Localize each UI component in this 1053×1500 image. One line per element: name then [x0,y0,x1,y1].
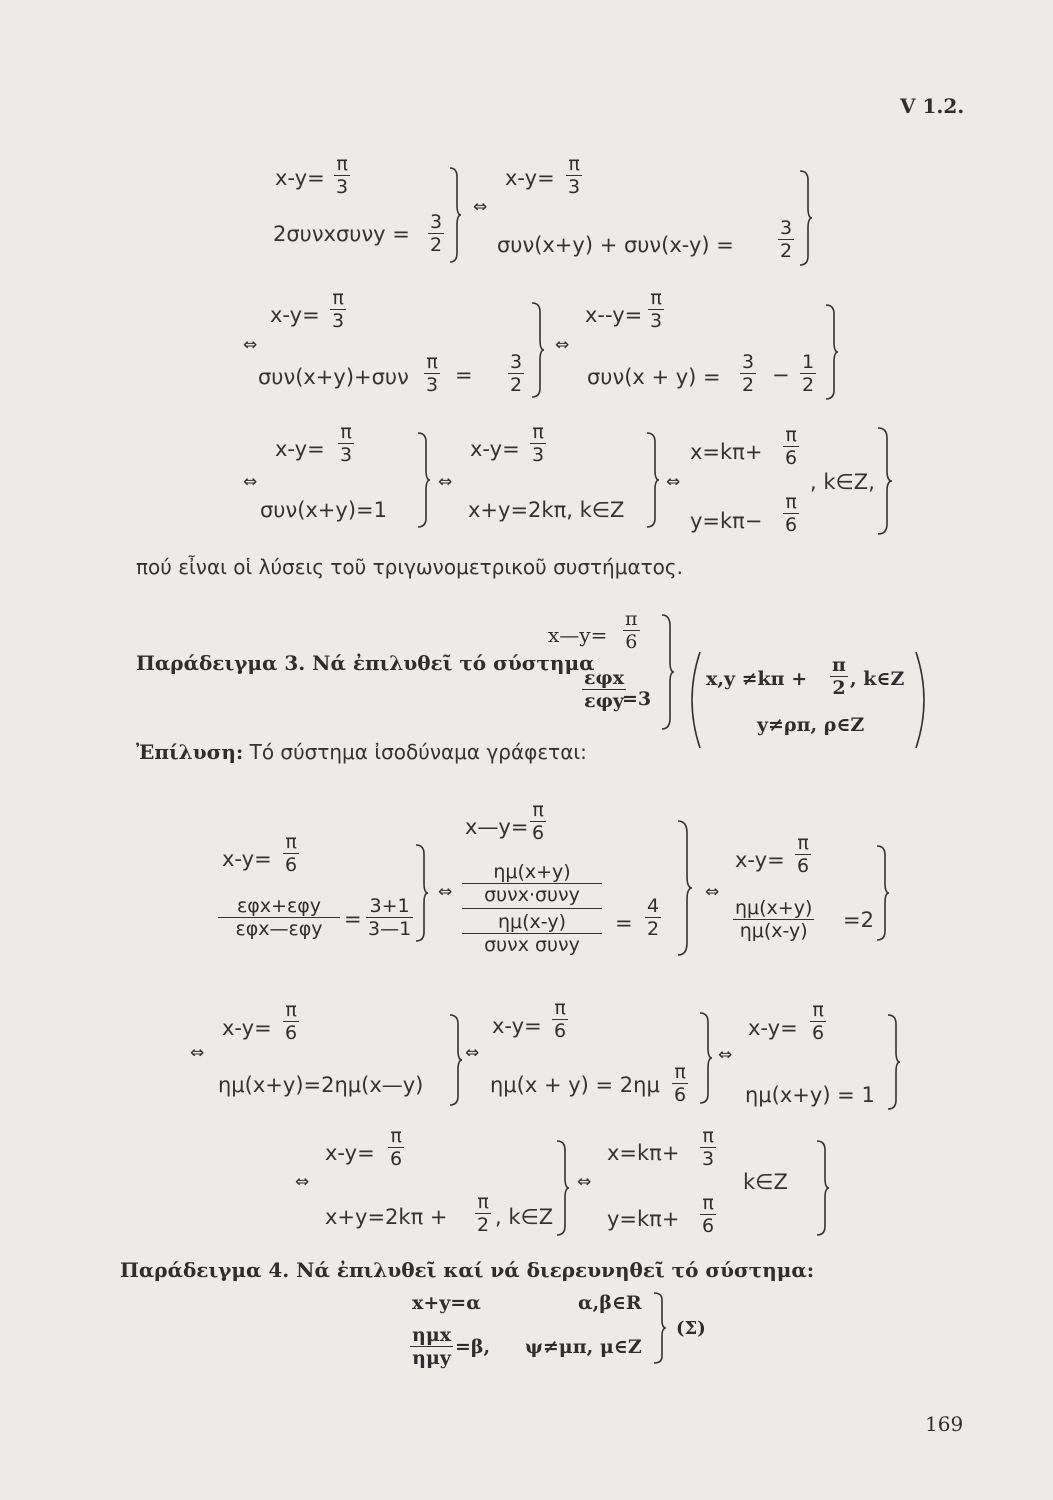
frac-den: εφy [584,690,624,712]
frac-num: π [625,608,638,630]
right-brace [416,430,432,530]
frac-den: 6 [812,1022,825,1044]
frac-num: 3 [430,211,443,233]
eq-text: y=kπ− [690,509,763,533]
left-paren [680,650,702,750]
frac-num: π [332,287,344,309]
frac-den: 2 [647,918,660,940]
frac-den: 2 [832,677,846,699]
iff-symbol: ⇔ [577,1172,592,1192]
frac-den: 6 [785,514,798,536]
solution-text: Τό σύστημα ἰσοδύναμα γράφεται: [249,740,587,764]
example-3-title: Παράδειγμα 3. Νά ἐπιλυθεῖ τό σύστημα [136,651,595,675]
eq-text: =2 [843,908,874,932]
frac-num: π [785,491,797,513]
eq-text: = [344,907,362,931]
eq-text: συν(x+y)+συν [258,365,409,389]
conclusion-text: πού εἶναι οἱ λύσεις τοῦ τριγωνομετρικοῦ συστήματος. [136,555,684,579]
frac-num: π [785,424,797,446]
eq-text: x—y= [465,815,529,839]
right-brace [652,1290,668,1366]
eq-text: α,β∈R [578,1292,642,1314]
iff-symbol: ⇔ [438,882,453,902]
frac-num: π [532,421,544,443]
frac-num: π [812,999,824,1021]
frac-num: 3 [510,351,523,373]
frac-den: 2 [802,374,815,396]
eq-text: = [615,911,633,935]
frac-den: 3 [426,374,439,396]
frac-num: π [532,799,544,821]
eq-text: x-y= [270,303,320,327]
frac-num: π [477,1191,489,1213]
frac-num: π [650,287,662,309]
iff-symbol: ⇔ [295,1172,310,1192]
frac-num: π [702,1192,714,1214]
right-brace [448,165,462,265]
frac-den: 2 [430,234,443,256]
eq-text: y=kπ+ [607,1207,680,1231]
eq-text: συν(x+y) + συν(x-y) = [497,233,734,257]
frac-num: 3 [780,217,793,239]
frac-num: 3 [742,351,755,373]
iff-symbol: ⇔ [555,335,570,355]
iff-symbol: ⇔ [718,1045,733,1065]
right-brace [676,818,694,958]
eq-text: x-y= [505,166,555,190]
eq-text: x-y= [275,437,325,461]
frac-num: π [390,1125,402,1147]
eq-text: − [772,363,790,387]
frac-num: εφx+εφy [236,895,321,917]
right-brace [815,1138,831,1238]
right-brace [414,842,430,944]
eq-text: , k∈Z [495,1205,554,1229]
frac-den: 6 [390,1148,403,1170]
frac-den: 6 [285,1022,298,1044]
eq-text: x--y= [585,303,643,327]
eq-text: x=kπ+ [607,1141,680,1165]
right-brace [824,302,840,402]
system-label: (Σ) [676,1318,706,1339]
eq-text: =3 [622,688,652,710]
iff-symbol: ⇔ [705,882,720,902]
page-number: 169 [925,1412,964,1436]
frac-num: ημ(x+y) [493,861,571,883]
frac-den: 6 [625,631,638,653]
section-number: V 1.2. [900,94,965,118]
eq-text: x-y= [470,437,520,461]
right-brace [698,1010,714,1106]
iff-symbol: ⇔ [473,197,488,217]
frac-den: 2 [742,374,755,396]
right-brace [530,300,546,400]
frac-den: 6 [785,447,798,469]
eq-text: , k∈Z [850,668,905,690]
iff-symbol: ⇔ [243,472,258,492]
frac-den: συνx·συνy [484,884,580,906]
eq-text: x+y=α [412,1292,481,1314]
frac-num: π [285,831,297,853]
frac-num: εφx [584,667,625,689]
right-brace [448,1012,464,1108]
frac-num: π [285,999,297,1021]
frac-den: 2 [510,374,523,396]
right-brace [798,168,814,268]
frac-num: π [426,351,438,373]
frac-den: 6 [797,855,810,877]
frac-num: 1 [802,351,815,373]
right-brace [875,843,891,943]
solution-label: Ἐπίλυση: [136,740,244,764]
eq-text: ημ(x + y) = 2ημ [490,1073,660,1097]
eq-text: 2συνxσυνy = [273,222,410,246]
frac-den: 2 [780,240,793,262]
example-4-title: Παράδειγμα 4. Νά ἐπιλυθεῖ καί νά διερευνηθεῖ τό σύστημα: [120,1258,815,1282]
frac-den: 6 [532,822,545,844]
eq-text: x-y= [275,166,325,190]
frac-num: π [674,1061,686,1083]
right-brace [876,425,894,537]
eq-text: ημ(x+y)=2ημ(x—y) [218,1073,424,1097]
frac-num: π [797,832,809,854]
eq-text: , k∈Z, [810,470,875,494]
eq-text: ψ≠μπ, μ∈Z [525,1336,642,1358]
frac-den: 3 [532,444,545,466]
eq-text: συν(x+y)=1 [260,498,387,522]
frac-num: π [832,654,846,676]
eq-text: x,y ≠kπ + [706,668,808,690]
frac-den: 3 [568,176,581,198]
iff-symbol: ⇔ [465,1043,480,1063]
eq-text: =β, [455,1336,491,1358]
right-brace [645,430,661,530]
frac-num: π [702,1125,714,1147]
frac-num: ημ(x+y) [735,897,813,919]
right-brace [555,1138,571,1238]
frac-num: π [340,421,352,443]
eq-text: x-y= [222,847,272,871]
frac-num: 4 [647,895,660,917]
right-paren [914,650,936,750]
frac-num: 3+1 [369,895,410,917]
eq-text: x+y=2kπ, k∈Z [468,498,625,522]
frac-den: συνx συνy [484,934,580,956]
iff-symbol: ⇔ [243,335,258,355]
frac-den: 6 [554,1020,567,1042]
frac-den: 3—1 [368,918,412,940]
eq-text: x—y= [548,623,608,647]
eq-text: = [455,363,473,387]
right-brace [660,612,676,732]
frac-den: 6 [674,1084,687,1106]
frac-num: π [336,153,348,175]
eq-text: x=kπ+ [690,440,763,464]
frac-den: ημ(x-y) [739,920,808,942]
eq-text: x-y= [222,1016,272,1040]
eq-text: x+y=2kπ + [325,1205,448,1229]
eq-text: x-y= [735,848,785,872]
frac-den: 3 [340,444,353,466]
frac-num: ημx [412,1324,452,1346]
frac-den: 3 [702,1148,715,1170]
iff-symbol: ⇔ [666,472,681,492]
eq-text: x-y= [748,1016,798,1040]
eq-text: x-y= [325,1141,375,1165]
frac-num: π [568,153,580,175]
frac-den: 3 [332,310,345,332]
eq-text: ημ(x+y) = 1 [745,1083,875,1107]
frac-den: ημy [412,1347,451,1369]
iff-symbol: ⇔ [190,1043,205,1063]
frac-den: 6 [285,854,298,876]
frac-num: ημ(x-y) [498,911,566,933]
solution-intro [136,740,587,764]
eq-text: y≠ρπ, ρ∈Z [757,714,865,736]
frac-den: 3 [650,310,663,332]
frac-den: 2 [477,1214,490,1236]
eq-text: k∈Z [743,1170,788,1194]
frac-den: 3 [336,176,349,198]
frac-num: π [554,997,566,1019]
eq-text: x-y= [492,1014,542,1038]
frac-den: εφx—εφy [235,918,323,940]
eq-text: συν(x + y) = [587,365,721,389]
right-brace [886,1012,902,1112]
iff-symbol: ⇔ [438,472,453,492]
frac-den: 6 [702,1215,715,1237]
